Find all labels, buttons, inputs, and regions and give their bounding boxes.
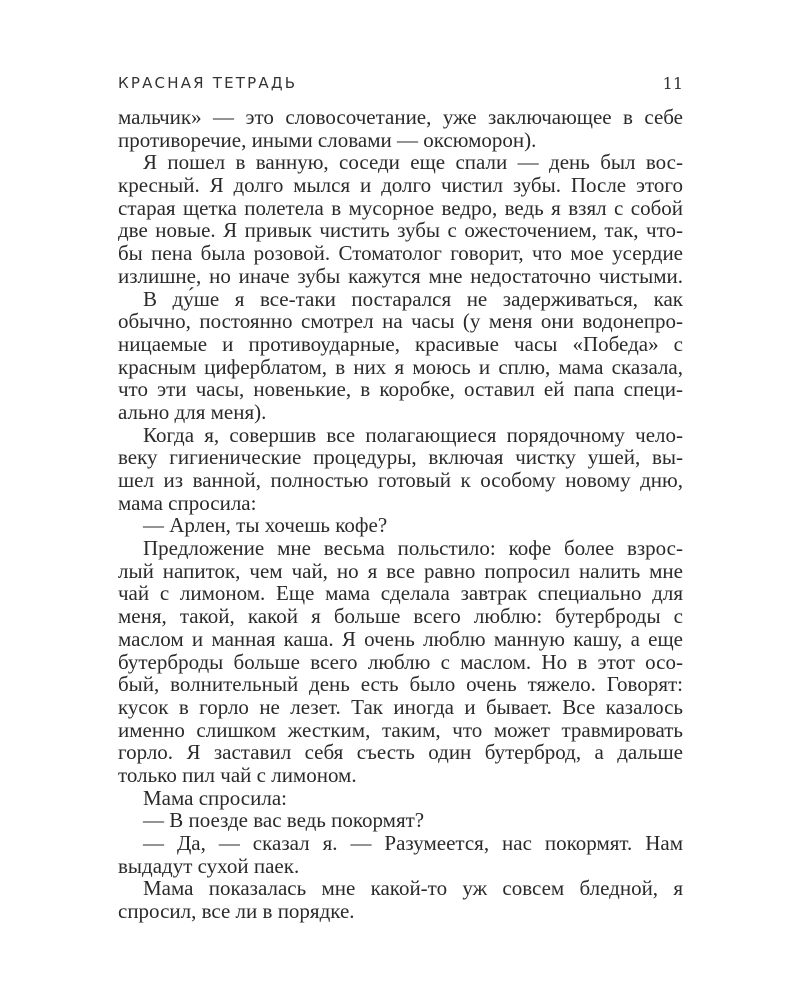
text-line: только пил чай с лимоном. — [118, 762, 357, 787]
text-line: ально для меня). — [118, 399, 267, 424]
text-line: В ду́ше я все-таки постарался не задерживаться, как — [143, 286, 683, 311]
text-line: мама спросила: — [118, 490, 257, 515]
running-title: КРАСНАЯ ТЕТРАДЬ — [118, 74, 298, 92]
text-line: Предложение мне весьма польстило: кофе более взрос- — [143, 536, 683, 561]
text-line: лый напиток, чем чай, но я все равно попросил налить мне — [118, 558, 683, 583]
text-line: шел из ванной, полностью готовый к особому новому дню, — [118, 468, 683, 492]
text-line: кресный. Я долго мылся и долго чистил зубы. После этого — [118, 173, 683, 198]
text-line: что эти часы, новенькие, в коробке, оставил ей папа специ- — [118, 377, 683, 402]
text-line: именно слишком жестким, таким, что может травмировать — [118, 717, 683, 742]
text-line: бы пена была розовой. Стоматолог говорит, что мое усердие — [118, 241, 683, 266]
text-line: выдадут сухой паек. — [118, 853, 300, 878]
body-text — [118, 106, 683, 923]
text-line: горло. Я заставил себя съесть один бутерброд, а дальше — [118, 740, 683, 765]
text-line: мальчик» — это словосочетание, уже заключающее в себе — [118, 105, 683, 129]
text-line: спросил, все ли в порядке. — [118, 899, 355, 924]
text-line: обычно, постоянно смотрел на часы (у меня они водонепро- — [118, 309, 683, 334]
text-line: меня, такой, какой я больше всего люблю: бутерброды с — [118, 604, 683, 629]
text-line: Мама показалась мне какой-то уж совсем бледной, я — [143, 876, 683, 901]
text-line: кусок в горло не лезет. Так иногда и бывает. Все казалось — [118, 694, 683, 719]
text-line: — Арлен, ты хочешь кофе? — [143, 513, 388, 538]
text-line: излишне, но иначе зубы кажутся мне недостаточно чистыми. — [118, 263, 683, 288]
running-header — [118, 74, 683, 98]
text-line: чай с лимоном. Еще мама сделала завтрак специально для — [118, 581, 683, 606]
text-line: бый, волнительный день есть было очень тяжело. Говорят: — [118, 672, 683, 697]
text-line: Мама спросила: — [143, 785, 287, 810]
text-line: старая щетка полетела в мусорное ведро, ведь я взял с собой — [118, 195, 683, 220]
text-line: — Да, — сказал я. — Разумеется, нас покормят. Нам — [143, 831, 683, 855]
page-number: 11 — [662, 74, 683, 93]
text-line: — В поезде вас ведь покормят? — [143, 808, 425, 833]
text-line: красным циферблатом, в них я моюсь и сплю, мама сказала, — [118, 354, 683, 379]
text-line: две новые. Я привык чистить зубы с ожесточением, так, что- — [118, 218, 683, 243]
text-line: маслом и манная каша. Я очень люблю манную кашу, а еще — [118, 626, 683, 651]
text-line: противоречие, иными словами — оксюморон). — [118, 127, 537, 152]
text-line: Когда я, совершив все полагающиеся порядочному чело- — [143, 422, 683, 447]
text-line: Я пошел в ванную, соседи еще спали — день был вос- — [143, 150, 683, 175]
text-line: веку гигиенические процедуры, включая чистку ушей, вы- — [118, 445, 683, 470]
text-line: бутерброды больше всего люблю с маслом. Но в этот осо- — [118, 649, 683, 674]
text-line: ницаемые и противоударные, красивые часы «Победа» с — [118, 331, 683, 356]
